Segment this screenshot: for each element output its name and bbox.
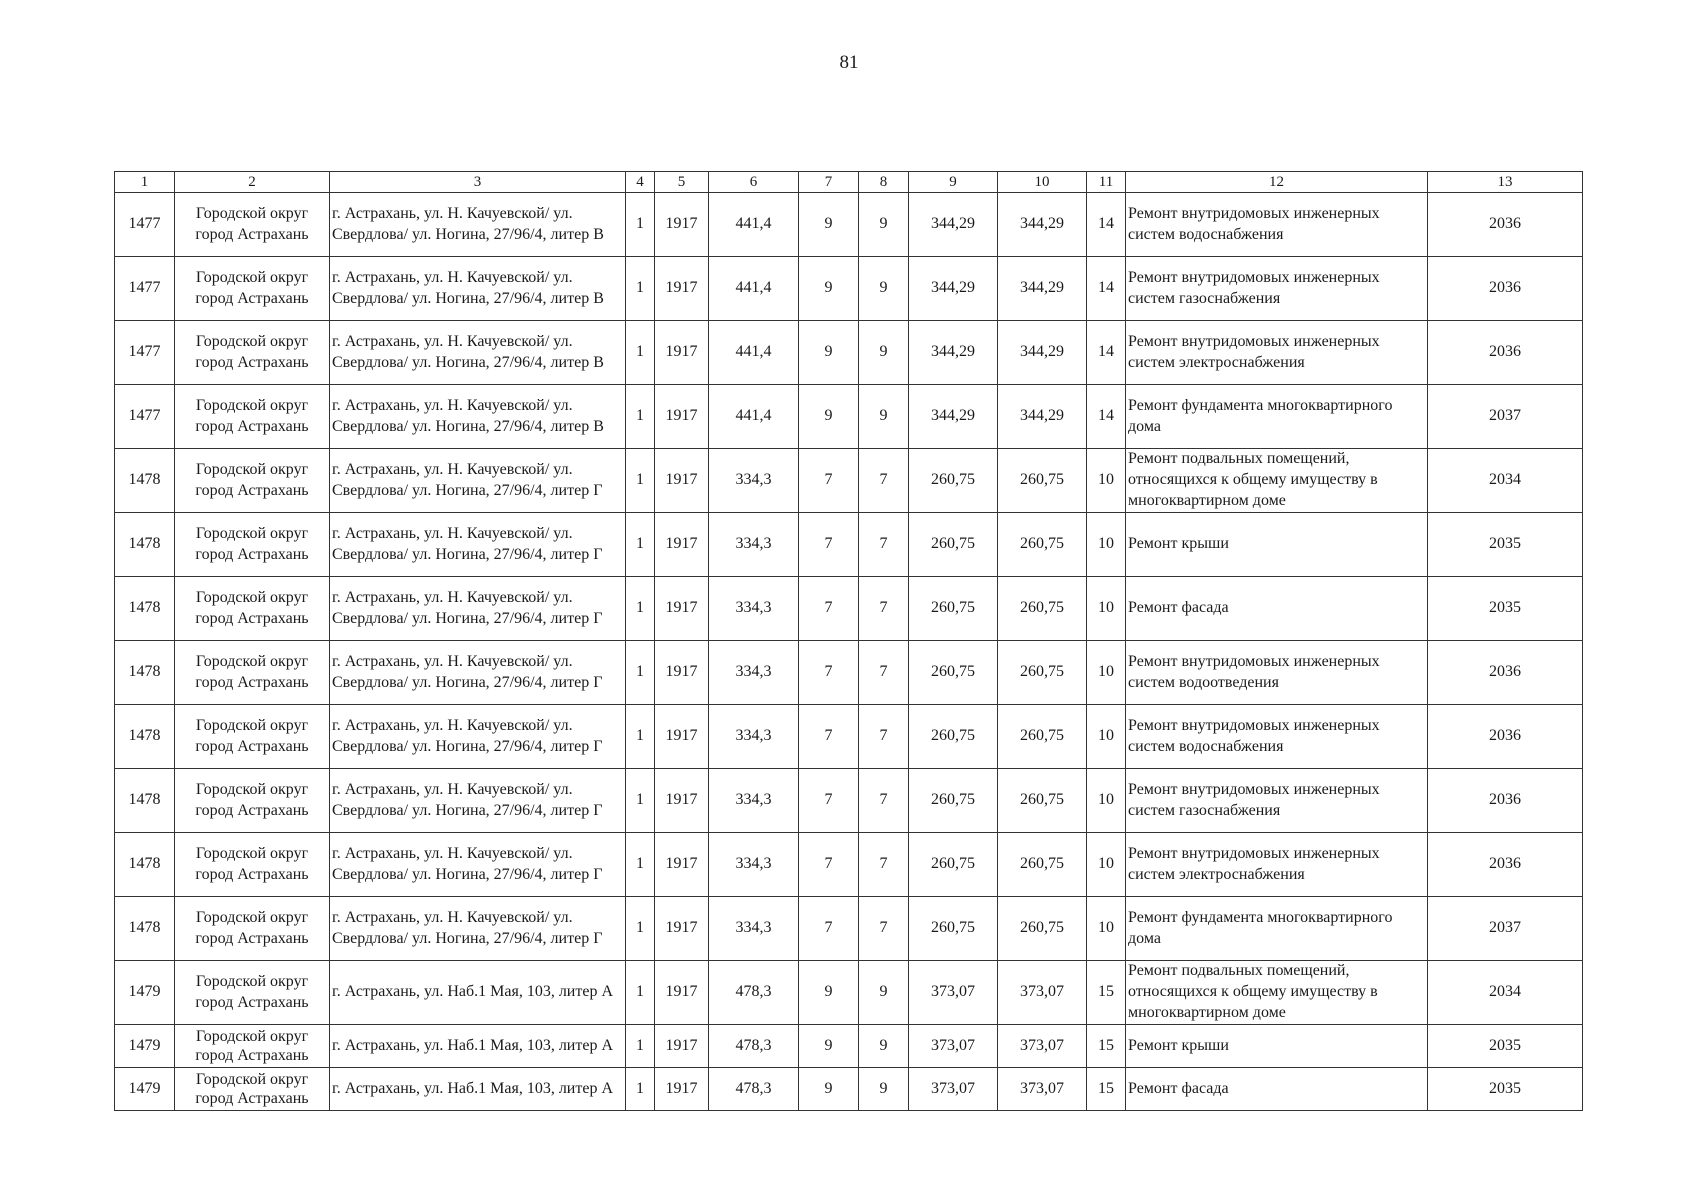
header-row <box>115 172 1583 193</box>
cell-8-cell: 7 <box>859 641 909 705</box>
cell-6-cell: 334,3 <box>709 641 799 705</box>
cell-10-cell: 260,75 <box>998 577 1087 641</box>
table-row <box>115 257 1583 321</box>
row-number-cell: 1478 <box>115 449 175 513</box>
registry-table <box>114 171 1583 1111</box>
municipality-cell: Городской округ город Астрахань <box>175 961 330 1025</box>
table-row <box>115 193 1583 257</box>
cell-4-cell: 1 <box>626 385 655 449</box>
cell-11-cell: 10 <box>1087 833 1126 897</box>
cell-10-cell: 260,75 <box>998 769 1087 833</box>
year-cell: 2036 <box>1428 257 1583 321</box>
cell-5-cell: 1917 <box>655 513 709 577</box>
row-number-cell: 1477 <box>115 257 175 321</box>
cell-6-cell: 478,3 <box>709 1025 799 1068</box>
municipality-cell: Городской округ город Астрахань <box>175 193 330 257</box>
work-type-cell: Ремонт внутридомовых инженерных систем электроснабжения <box>1126 321 1428 385</box>
row-number-cell: 1478 <box>115 833 175 897</box>
cell-10-cell: 260,75 <box>998 897 1087 961</box>
work-type-cell: Ремонт внутридомовых инженерных систем водоснабжения <box>1126 705 1428 769</box>
cell-4-cell: 1 <box>626 641 655 705</box>
cell-9-cell: 260,75 <box>909 769 998 833</box>
year-cell: 2036 <box>1428 769 1583 833</box>
municipality-cell: Городской округ город Астрахань <box>175 1025 330 1068</box>
year-cell: 2036 <box>1428 641 1583 705</box>
row-number-cell: 1478 <box>115 641 175 705</box>
cell-6-cell: 478,3 <box>709 961 799 1025</box>
cell-4-cell: 1 <box>626 1025 655 1068</box>
cell-9-cell: 260,75 <box>909 833 998 897</box>
column-header-2: 2 <box>175 172 330 193</box>
cell-7-cell: 7 <box>799 897 859 961</box>
cell-6-cell: 334,3 <box>709 833 799 897</box>
table-row <box>115 1068 1583 1111</box>
work-type-cell: Ремонт внутридомовых инженерных систем газоснабжения <box>1126 257 1428 321</box>
row-number-cell: 1478 <box>115 513 175 577</box>
cell-5-cell: 1917 <box>655 1068 709 1111</box>
cell-10-cell: 344,29 <box>998 193 1087 257</box>
cell-8-cell: 9 <box>859 1025 909 1068</box>
year-cell: 2036 <box>1428 193 1583 257</box>
cell-10-cell: 260,75 <box>998 833 1087 897</box>
cell-11-cell: 15 <box>1087 1068 1126 1111</box>
column-header-5: 5 <box>655 172 709 193</box>
cell-10-cell: 373,07 <box>998 961 1087 1025</box>
cell-5-cell: 1917 <box>655 385 709 449</box>
cell-4-cell: 1 <box>626 1068 655 1111</box>
municipality-cell: Городской округ город Астрахань <box>175 577 330 641</box>
cell-7-cell: 7 <box>799 513 859 577</box>
cell-5-cell: 1917 <box>655 705 709 769</box>
cell-7-cell: 7 <box>799 769 859 833</box>
page-number: 81 <box>839 52 859 73</box>
address-cell: г. Астрахань, ул. Н. Качуевской/ ул. Свердлова/ ул. Ногина, 27/96/4, литер В <box>330 321 626 385</box>
cell-7-cell: 9 <box>799 1025 859 1068</box>
address-cell: г. Астрахань, ул. Н. Качуевской/ ул. Свердлова/ ул. Ногина, 27/96/4, литер Г <box>330 449 626 513</box>
address-cell: г. Астрахань, ул. Н. Качуевской/ ул. Свердлова/ ул. Ногина, 27/96/4, литер Г <box>330 577 626 641</box>
cell-11-cell: 10 <box>1087 513 1126 577</box>
cell-10-cell: 260,75 <box>998 513 1087 577</box>
table-header <box>115 172 1583 193</box>
cell-7-cell: 9 <box>799 257 859 321</box>
column-header-3: 3 <box>330 172 626 193</box>
address-cell: г. Астрахань, ул. Наб.1 Мая, 103, литер А <box>330 961 626 1025</box>
row-number-cell: 1477 <box>115 193 175 257</box>
cell-7-cell: 7 <box>799 705 859 769</box>
cell-7-cell: 7 <box>799 449 859 513</box>
row-number-cell: 1479 <box>115 961 175 1025</box>
cell-9-cell: 344,29 <box>909 321 998 385</box>
table-row <box>115 321 1583 385</box>
cell-4-cell: 1 <box>626 577 655 641</box>
cell-4-cell: 1 <box>626 705 655 769</box>
cell-9-cell: 260,75 <box>909 449 998 513</box>
cell-6-cell: 441,4 <box>709 257 799 321</box>
cell-6-cell: 441,4 <box>709 385 799 449</box>
work-type-cell: Ремонт фундамента многоквартирного дома <box>1126 897 1428 961</box>
row-number-cell: 1479 <box>115 1068 175 1111</box>
cell-7-cell: 9 <box>799 961 859 1025</box>
municipality-cell: Городской округ город Астрахань <box>175 833 330 897</box>
cell-9-cell: 373,07 <box>909 1068 998 1111</box>
cell-6-cell: 334,3 <box>709 897 799 961</box>
work-type-cell: Ремонт внутридомовых инженерных систем электроснабжения <box>1126 833 1428 897</box>
cell-4-cell: 1 <box>626 769 655 833</box>
column-header-12: 12 <box>1126 172 1428 193</box>
cell-9-cell: 260,75 <box>909 705 998 769</box>
column-header-11: 11 <box>1087 172 1126 193</box>
cell-5-cell: 1917 <box>655 897 709 961</box>
cell-11-cell: 10 <box>1087 449 1126 513</box>
cell-11-cell: 10 <box>1087 769 1126 833</box>
cell-7-cell: 9 <box>799 193 859 257</box>
address-cell: г. Астрахань, ул. Н. Качуевской/ ул. Свердлова/ ул. Ногина, 27/96/4, литер Г <box>330 897 626 961</box>
table-row <box>115 961 1583 1025</box>
row-number-cell: 1477 <box>115 385 175 449</box>
cell-9-cell: 260,75 <box>909 513 998 577</box>
cell-11-cell: 15 <box>1087 1025 1126 1068</box>
row-number-cell: 1479 <box>115 1025 175 1068</box>
table-row <box>115 1025 1583 1068</box>
cell-8-cell: 9 <box>859 321 909 385</box>
cell-7-cell: 7 <box>799 641 859 705</box>
cell-10-cell: 260,75 <box>998 449 1087 513</box>
cell-4-cell: 1 <box>626 513 655 577</box>
cell-5-cell: 1917 <box>655 449 709 513</box>
address-cell: г. Астрахань, ул. Наб.1 Мая, 103, литер А <box>330 1025 626 1068</box>
column-header-4: 4 <box>626 172 655 193</box>
year-cell: 2037 <box>1428 385 1583 449</box>
municipality-cell: Городской округ город Астрахань <box>175 705 330 769</box>
cell-8-cell: 7 <box>859 833 909 897</box>
municipality-cell: Городской округ город Астрахань <box>175 1068 330 1111</box>
cell-8-cell: 7 <box>859 513 909 577</box>
year-cell: 2035 <box>1428 513 1583 577</box>
cell-5-cell: 1917 <box>655 577 709 641</box>
cell-5-cell: 1917 <box>655 321 709 385</box>
cell-5-cell: 1917 <box>655 961 709 1025</box>
cell-5-cell: 1917 <box>655 833 709 897</box>
cell-6-cell: 334,3 <box>709 769 799 833</box>
address-cell: г. Астрахань, ул. Н. Качуевской/ ул. Свердлова/ ул. Ногина, 27/96/4, литер В <box>330 193 626 257</box>
cell-8-cell: 9 <box>859 385 909 449</box>
table-body <box>115 193 1583 1111</box>
year-cell: 2036 <box>1428 321 1583 385</box>
cell-11-cell: 14 <box>1087 257 1126 321</box>
column-header-1: 1 <box>115 172 175 193</box>
municipality-cell: Городской округ город Астрахань <box>175 257 330 321</box>
row-number-cell: 1478 <box>115 705 175 769</box>
column-header-6: 6 <box>709 172 799 193</box>
cell-4-cell: 1 <box>626 321 655 385</box>
work-type-cell: Ремонт внутридомовых инженерных систем газоснабжения <box>1126 769 1428 833</box>
work-type-cell: Ремонт подвальных помещений, относящихся к общему имуществу в многоквартирном доме <box>1126 449 1428 513</box>
cell-11-cell: 14 <box>1087 321 1126 385</box>
cell-8-cell: 7 <box>859 577 909 641</box>
municipality-cell: Городской округ город Астрахань <box>175 897 330 961</box>
cell-11-cell: 10 <box>1087 705 1126 769</box>
cell-9-cell: 344,29 <box>909 257 998 321</box>
cell-11-cell: 10 <box>1087 577 1126 641</box>
cell-8-cell: 7 <box>859 897 909 961</box>
cell-6-cell: 334,3 <box>709 705 799 769</box>
municipality-cell: Городской округ город Астрахань <box>175 449 330 513</box>
table-row <box>115 449 1583 513</box>
table-row <box>115 897 1583 961</box>
address-cell: г. Астрахань, ул. Н. Качуевской/ ул. Свердлова/ ул. Ногина, 27/96/4, литер Г <box>330 705 626 769</box>
cell-8-cell: 9 <box>859 257 909 321</box>
cell-10-cell: 373,07 <box>998 1068 1087 1111</box>
year-cell: 2036 <box>1428 833 1583 897</box>
cell-4-cell: 1 <box>626 961 655 1025</box>
address-cell: г. Астрахань, ул. Н. Качуевской/ ул. Свердлова/ ул. Ногина, 27/96/4, литер Г <box>330 641 626 705</box>
cell-8-cell: 9 <box>859 1068 909 1111</box>
cell-6-cell: 441,4 <box>709 321 799 385</box>
cell-10-cell: 344,29 <box>998 321 1087 385</box>
cell-4-cell: 1 <box>626 833 655 897</box>
work-type-cell: Ремонт фундамента многоквартирного дома <box>1126 385 1428 449</box>
municipality-cell: Городской округ город Астрахань <box>175 385 330 449</box>
cell-4-cell: 1 <box>626 257 655 321</box>
cell-8-cell: 7 <box>859 449 909 513</box>
year-cell: 2035 <box>1428 1068 1583 1111</box>
table-row <box>115 577 1583 641</box>
cell-7-cell: 7 <box>799 577 859 641</box>
municipality-cell: Городской округ город Астрахань <box>175 769 330 833</box>
cell-8-cell: 7 <box>859 769 909 833</box>
cell-10-cell: 260,75 <box>998 641 1087 705</box>
year-cell: 2037 <box>1428 897 1583 961</box>
cell-4-cell: 1 <box>626 897 655 961</box>
row-number-cell: 1478 <box>115 897 175 961</box>
table-row <box>115 641 1583 705</box>
table-row <box>115 385 1583 449</box>
cell-9-cell: 344,29 <box>909 385 998 449</box>
work-type-cell: Ремонт крыши <box>1126 1025 1428 1068</box>
address-cell: г. Астрахань, ул. Н. Качуевской/ ул. Свердлова/ ул. Ногина, 27/96/4, литер Г <box>330 833 626 897</box>
cell-9-cell: 373,07 <box>909 961 998 1025</box>
year-cell: 2034 <box>1428 449 1583 513</box>
cell-8-cell: 9 <box>859 193 909 257</box>
cell-6-cell: 334,3 <box>709 449 799 513</box>
year-cell: 2035 <box>1428 1025 1583 1068</box>
row-number-cell: 1477 <box>115 321 175 385</box>
cell-9-cell: 344,29 <box>909 193 998 257</box>
address-cell: г. Астрахань, ул. Н. Качуевской/ ул. Свердлова/ ул. Ногина, 27/96/4, литер В <box>330 385 626 449</box>
cell-5-cell: 1917 <box>655 1025 709 1068</box>
cell-10-cell: 373,07 <box>998 1025 1087 1068</box>
work-type-cell: Ремонт фасада <box>1126 1068 1428 1111</box>
address-cell: г. Астрахань, ул. Н. Качуевской/ ул. Свердлова/ ул. Ногина, 27/96/4, литер Г <box>330 513 626 577</box>
column-header-8: 8 <box>859 172 909 193</box>
year-cell: 2034 <box>1428 961 1583 1025</box>
cell-7-cell: 9 <box>799 321 859 385</box>
work-type-cell: Ремонт внутридомовых инженерных систем водоотведения <box>1126 641 1428 705</box>
column-header-13: 13 <box>1428 172 1583 193</box>
work-type-cell: Ремонт подвальных помещений, относящихся к общему имуществу в многоквартирном доме <box>1126 961 1428 1025</box>
cell-5-cell: 1917 <box>655 257 709 321</box>
cell-9-cell: 260,75 <box>909 897 998 961</box>
cell-4-cell: 1 <box>626 193 655 257</box>
cell-6-cell: 334,3 <box>709 513 799 577</box>
cell-11-cell: 10 <box>1087 641 1126 705</box>
table-row <box>115 833 1583 897</box>
column-header-10: 10 <box>998 172 1087 193</box>
table-row <box>115 769 1583 833</box>
cell-9-cell: 260,75 <box>909 577 998 641</box>
cell-9-cell: 260,75 <box>909 641 998 705</box>
cell-11-cell: 14 <box>1087 385 1126 449</box>
address-cell: г. Астрахань, ул. Н. Качуевской/ ул. Свердлова/ ул. Ногина, 27/96/4, литер В <box>330 257 626 321</box>
work-type-cell: Ремонт фасада <box>1126 577 1428 641</box>
cell-11-cell: 14 <box>1087 193 1126 257</box>
row-number-cell: 1478 <box>115 577 175 641</box>
year-cell: 2035 <box>1428 577 1583 641</box>
cell-5-cell: 1917 <box>655 769 709 833</box>
work-type-cell: Ремонт крыши <box>1126 513 1428 577</box>
cell-8-cell: 9 <box>859 961 909 1025</box>
cell-7-cell: 7 <box>799 833 859 897</box>
address-cell: г. Астрахань, ул. Н. Качуевской/ ул. Свердлова/ ул. Ногина, 27/96/4, литер Г <box>330 769 626 833</box>
cell-6-cell: 334,3 <box>709 577 799 641</box>
address-cell: г. Астрахань, ул. Наб.1 Мая, 103, литер А <box>330 1068 626 1111</box>
cell-5-cell: 1917 <box>655 193 709 257</box>
year-cell: 2036 <box>1428 705 1583 769</box>
cell-10-cell: 260,75 <box>998 705 1087 769</box>
cell-11-cell: 15 <box>1087 961 1126 1025</box>
cell-6-cell: 441,4 <box>709 193 799 257</box>
cell-8-cell: 7 <box>859 705 909 769</box>
cell-5-cell: 1917 <box>655 641 709 705</box>
municipality-cell: Городской округ город Астрахань <box>175 321 330 385</box>
municipality-cell: Городской округ город Астрахань <box>175 513 330 577</box>
column-header-9: 9 <box>909 172 998 193</box>
cell-7-cell: 9 <box>799 1068 859 1111</box>
cell-7-cell: 9 <box>799 385 859 449</box>
table-row <box>115 513 1583 577</box>
cell-6-cell: 478,3 <box>709 1068 799 1111</box>
work-type-cell: Ремонт внутридомовых инженерных систем водоснабжения <box>1126 193 1428 257</box>
row-number-cell: 1478 <box>115 769 175 833</box>
column-header-7: 7 <box>799 172 859 193</box>
table-row <box>115 705 1583 769</box>
municipality-cell: Городской округ город Астрахань <box>175 641 330 705</box>
cell-4-cell: 1 <box>626 449 655 513</box>
cell-10-cell: 344,29 <box>998 257 1087 321</box>
cell-10-cell: 344,29 <box>998 385 1087 449</box>
cell-9-cell: 373,07 <box>909 1025 998 1068</box>
cell-11-cell: 10 <box>1087 897 1126 961</box>
